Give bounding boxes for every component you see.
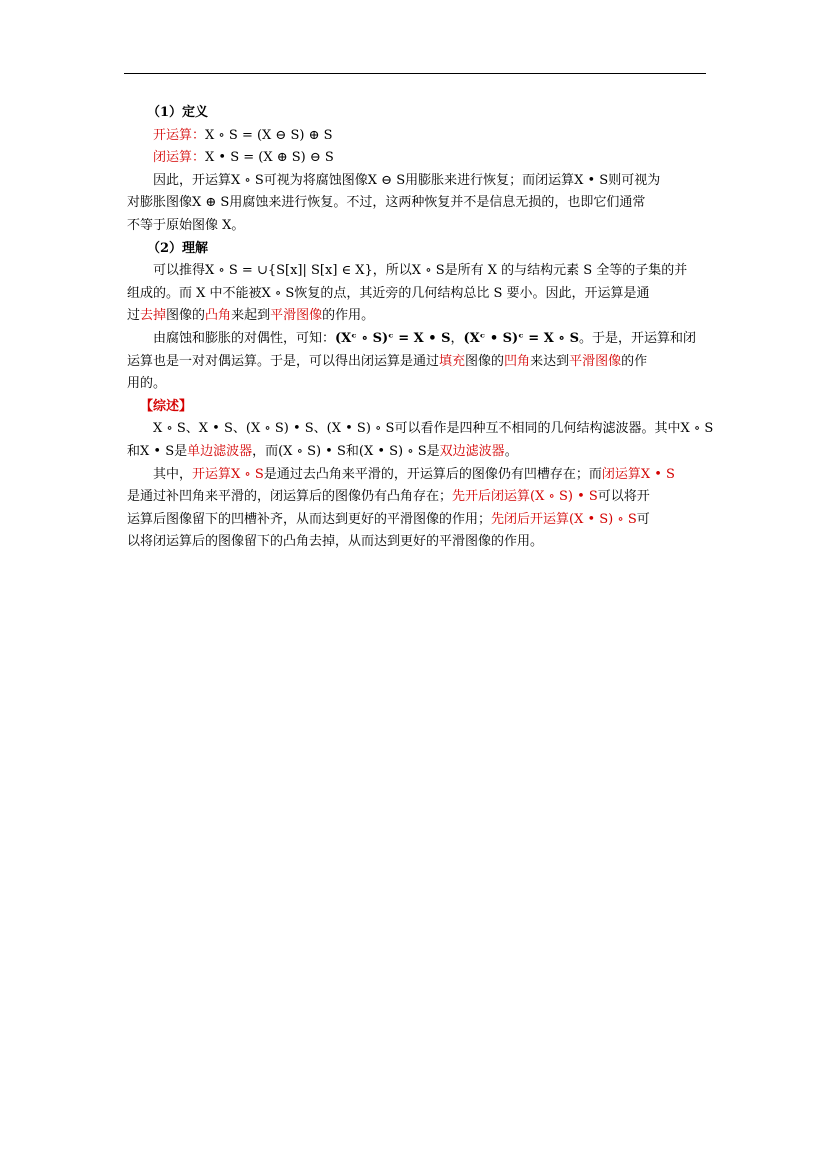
highlight-fill: 填充 [439, 353, 466, 369]
closing-label: 闭运算： [153, 150, 206, 166]
text-run: 。于是，开运算和闭 [578, 330, 696, 346]
text-run: 可 [636, 511, 650, 527]
text-run: 是通过去凸角来平滑的，开运算后的图像仍有凹槽存在；而 [263, 466, 602, 482]
highlight-smooth-image: 平滑图像 [270, 308, 323, 324]
text-run: 来起到 [231, 308, 271, 324]
summary-heading: 【综述】 [140, 398, 193, 414]
highlight-convex-corner: 凸角 [205, 308, 232, 324]
duality-formula-2: (Xᶜ • S)ᶜ = X ∘ S [463, 330, 579, 346]
text-run: 的作用。 [322, 308, 375, 324]
duality-formula-1: (Xᶜ ∘ S)ᶜ = X • S [335, 330, 451, 346]
understanding-paragraph-line: 可以推得X ∘ S = ∪{S[x]| S[x] ∈ X}，所以X ∘ S是所有 X 的与结构元素 S 全等的子集的并 [153, 263, 688, 279]
text-run: 是通过补凹角来平滑的，闭运算后的图像仍有凸角存在； [127, 489, 453, 505]
section-heading-understanding: （2）理解 [147, 240, 209, 256]
highlight-smooth-image: 平滑图像 [569, 353, 622, 369]
highlight-closing: 闭运算X • S [601, 466, 675, 482]
definition-paragraph-line: 对膨胀图像X ⊕ S用腐蚀来进行恢复。不过，这两种恢复并不是信息无损的，也即它们通常 [127, 195, 646, 211]
highlight-remove: 去掉 [140, 308, 167, 324]
closing-formula: X • S = (X ⊕ S) ⊖ S [205, 150, 334, 166]
section-heading-definition: （1）定义 [147, 105, 209, 120]
definition-paragraph-line: 不等于原始图像 X。 [127, 217, 245, 233]
summary-line [127, 486, 703, 509]
understanding-paragraph-line [127, 305, 703, 328]
text-run: 由腐蚀和膨胀的对偶性，可知： [153, 330, 336, 346]
opening-label: 开运算： [153, 127, 206, 143]
text-run: 运算后图像留下的凹槽补齐，从而达到更好的平滑图像的作用； [127, 511, 492, 527]
duality-paragraph-line [127, 351, 703, 374]
text-run: 图像的 [166, 308, 206, 324]
text-run: 的作 [621, 353, 648, 369]
highlight-open-then-close: 先开后闭运算(X ∘ S) • S [452, 489, 598, 505]
summary-line [127, 464, 703, 487]
opening-formula: X ∘ S = (X ⊖ S) ⊕ S [205, 127, 333, 143]
text-run: 过 [127, 308, 141, 324]
highlight-double-side-filter: 双边滤波器 [439, 443, 505, 459]
summary-line: X ∘ S、X • S、(X ∘ S) • S、(X • S) ∘ S可以看作是四种互不相同的几何结构滤波器。其中X ∘ S [153, 421, 714, 437]
definition-paragraph-line: 因此，开运算X ∘ S可视为将腐蚀图像X ⊖ S用膨胀来进行恢复；而闭运算X • S则可视为 [153, 172, 661, 188]
opening-formula-line [127, 125, 703, 148]
text-run: 图像的 [465, 353, 505, 369]
text-run: ，而(X ∘ S) • S和(X • S) ∘ S是 [252, 443, 440, 459]
closing-formula-line [127, 147, 703, 170]
text-run: ， [450, 330, 464, 346]
text-run: 可以将开 [597, 489, 650, 505]
text-run: 其中， [153, 466, 193, 482]
highlight-single-side-filter: 单边滤波器 [187, 443, 253, 459]
text-run: 运算也是一对对偶运算。于是，可以得出闭运算是通过 [127, 353, 440, 369]
highlight-close-then-open: 先闭后开运算(X • S) ∘ S [491, 511, 637, 527]
text-run: 和X • S是 [127, 443, 188, 459]
duality-paragraph-line [127, 328, 703, 351]
understanding-paragraph-line: 组成的。而 X 中不能被X ∘ S恢复的点，其近旁的几何结构总比 S 要小。因此，开运算是通 [127, 285, 650, 301]
highlight-concave-corner: 凹角 [504, 353, 531, 369]
summary-line [127, 441, 703, 464]
document-body [127, 102, 714, 554]
text-run: 。 [504, 443, 518, 459]
duality-paragraph-line: 用的。 [127, 376, 167, 392]
summary-line: 以将闭运算后的图像留下的凸角去掉，从而达到更好的平滑图像的作用。 [127, 534, 544, 550]
text-run: 来达到 [530, 353, 570, 369]
summary-line [127, 509, 703, 532]
header-rule [124, 73, 706, 74]
highlight-opening: 开运算X ∘ S [192, 466, 264, 482]
